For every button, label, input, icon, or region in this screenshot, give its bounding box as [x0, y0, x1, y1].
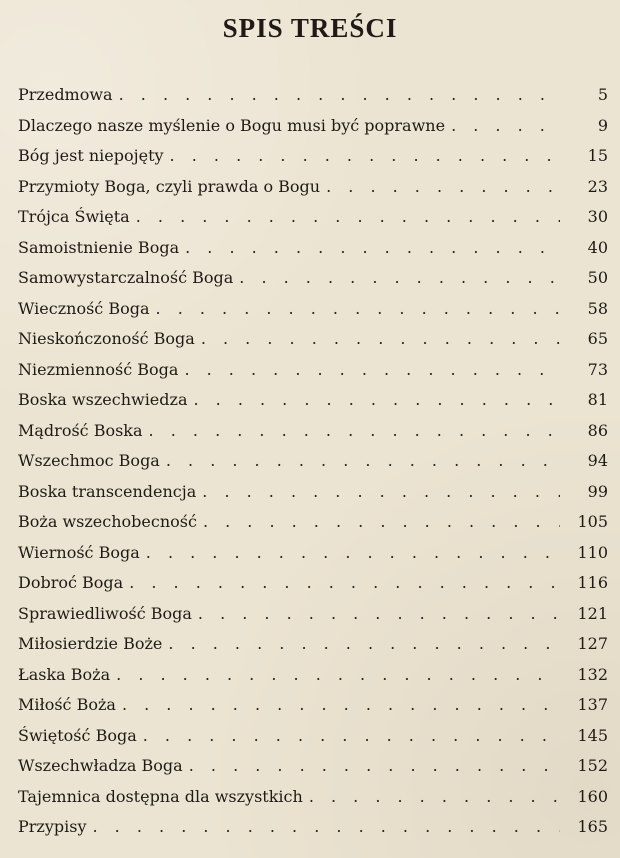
- toc-entry-wszechwiedza[interactable]: [18, 385, 608, 416]
- toc-entry-swietosc[interactable]: [18, 721, 608, 752]
- toc-page-number: 50: [587, 268, 608, 287]
- toc-entry-milosc[interactable]: [18, 690, 608, 721]
- toc-entry-bog-niepojety[interactable]: [18, 141, 608, 172]
- dot-leader: [136, 202, 560, 233]
- toc-page-number: 65: [587, 329, 608, 348]
- toc-page-number: 165: [577, 817, 608, 836]
- toc-entry-madrosc[interactable]: [18, 416, 608, 447]
- toc-page-number: 116: [577, 573, 608, 592]
- toc-entry-title: Przypisy: [18, 817, 87, 836]
- dot-leader: [122, 690, 560, 721]
- toc-entry-title: Mądrość Boska: [18, 420, 143, 440]
- toc-entry-laska[interactable]: [18, 660, 608, 691]
- toc-page-number: 94: [587, 451, 608, 470]
- toc-entry-title: Boska transcendencja: [18, 481, 197, 501]
- dot-leader: [116, 660, 560, 691]
- table-of-contents: [18, 80, 608, 843]
- dot-leader: [189, 751, 560, 782]
- dot-leader: [170, 141, 560, 172]
- toc-page-number: 152: [577, 756, 608, 775]
- toc-entry-title: Tajemnica dostępna dla wszystkich: [18, 786, 303, 806]
- toc-entry-title: Samowystarczalność Boga: [18, 268, 234, 287]
- toc-page-number: 15: [587, 146, 608, 165]
- dot-leader: [239, 263, 560, 294]
- toc-page-number: 58: [587, 298, 608, 318]
- dot-leader: [201, 324, 560, 355]
- toc-entry-przymioty[interactable]: [18, 172, 608, 203]
- toc-entry-trojca[interactable]: [18, 202, 608, 233]
- toc-entry-przypisy[interactable]: [18, 812, 608, 843]
- dot-leader: [198, 599, 560, 630]
- toc-page-number: 30: [587, 207, 608, 226]
- toc-entry-samowystarczalnosc[interactable]: [18, 263, 608, 294]
- toc-entry-tajemnica[interactable]: [18, 782, 608, 813]
- toc-page-number: 81: [587, 390, 608, 409]
- toc-entry-title: Wieczność Boga: [18, 298, 150, 318]
- toc-entry-title: Bóg jest niepojęty: [18, 146, 164, 165]
- toc-entry-title: Dobroć Boga: [18, 573, 124, 592]
- toc-entry-title: Dlaczego nasze myślenie o Bogu musi być poprawne: [18, 115, 446, 135]
- toc-page-number: 105: [577, 512, 608, 531]
- toc-page-number: 132: [577, 664, 608, 684]
- toc-entry-title: Trójca Święta: [18, 207, 130, 226]
- dot-leader: [203, 507, 560, 538]
- dot-leader: [166, 446, 560, 477]
- toc-entry-milosierdzie[interactable]: [18, 629, 608, 660]
- dot-leader: [93, 812, 561, 843]
- toc-page-number: 9: [597, 115, 608, 135]
- toc-entry-title: Niezmienność Boga: [18, 359, 179, 379]
- toc-page-number: 127: [577, 634, 608, 653]
- toc-entry-niezmiennosc[interactable]: [18, 355, 608, 386]
- toc-entry-wiecznosc[interactable]: [18, 294, 608, 325]
- toc-entry-wszechobecnosc[interactable]: [18, 507, 608, 538]
- dot-leader: [119, 80, 560, 111]
- dot-leader: [193, 385, 560, 416]
- toc-entry-title: Przymioty Boga, czyli prawda o Bogu: [18, 176, 321, 196]
- toc-page-number: 23: [587, 176, 608, 196]
- toc-entry-sprawiedliwosc[interactable]: [18, 599, 608, 630]
- dot-leader: [143, 721, 560, 752]
- toc-entry-title: Wierność Boga: [18, 542, 140, 562]
- dot-leader: [156, 294, 560, 325]
- toc-page-number: 121: [577, 603, 608, 623]
- toc-page-number: 73: [587, 359, 608, 379]
- dot-leader: [202, 477, 560, 508]
- toc-entry-title: Boża wszechobecność: [18, 512, 197, 531]
- toc-entry-title: Boska wszechwiedza: [18, 390, 188, 409]
- toc-entry-title: Łaska Boża: [18, 664, 111, 684]
- toc-entry-title: Wszechwładza Boga: [18, 756, 183, 775]
- toc-entry-dlaczego[interactable]: [18, 111, 608, 142]
- toc-entry-title: Miłość Boża: [18, 695, 116, 714]
- toc-page-number: 99: [587, 481, 608, 501]
- toc-page-number: 5: [597, 85, 608, 104]
- dot-leader: [149, 416, 560, 447]
- toc-entry-title: Samoistnienie Boga: [18, 237, 180, 257]
- toc-entry-title: Nieskończoność Boga: [18, 329, 195, 348]
- dot-leader: [185, 233, 560, 264]
- toc-page-number: 145: [577, 725, 608, 745]
- toc-entry-nieskonczonosc[interactable]: [18, 324, 608, 355]
- dot-leader: [309, 782, 560, 813]
- toc-entry-title: Przedmowa: [18, 85, 113, 104]
- dot-leader: [168, 629, 560, 660]
- toc-entry-title: Sprawiedliwość Boga: [18, 603, 192, 623]
- toc-entry-samoistnienie[interactable]: [18, 233, 608, 264]
- toc-entry-dobroc[interactable]: [18, 568, 608, 599]
- toc-page-number: 160: [577, 786, 608, 806]
- toc-entry-przedmowa[interactable]: [18, 80, 608, 111]
- toc-entry-title: Miłosierdzie Boże: [18, 634, 163, 653]
- toc-entry-wszechmoc[interactable]: [18, 446, 608, 477]
- toc-entry-wszechwladza[interactable]: [18, 751, 608, 782]
- dot-leader: [451, 111, 560, 142]
- toc-entry-title: Wszechmoc Boga: [18, 451, 160, 470]
- toc-entry-transcendencja[interactable]: [18, 477, 608, 508]
- toc-entry-wiernosc[interactable]: [18, 538, 608, 569]
- dot-leader: [129, 568, 560, 599]
- toc-page-number: 110: [577, 542, 608, 562]
- dot-leader: [146, 538, 560, 569]
- toc-page-number: 40: [587, 237, 608, 257]
- toc-entry-title: Świętość Boga: [18, 725, 137, 745]
- page-title: SPIS TREŚCI: [222, 13, 398, 43]
- toc-page-number: 137: [577, 695, 608, 714]
- dot-leader: [184, 355, 560, 386]
- toc-page-number: 86: [587, 420, 608, 440]
- dot-leader: [326, 172, 560, 203]
